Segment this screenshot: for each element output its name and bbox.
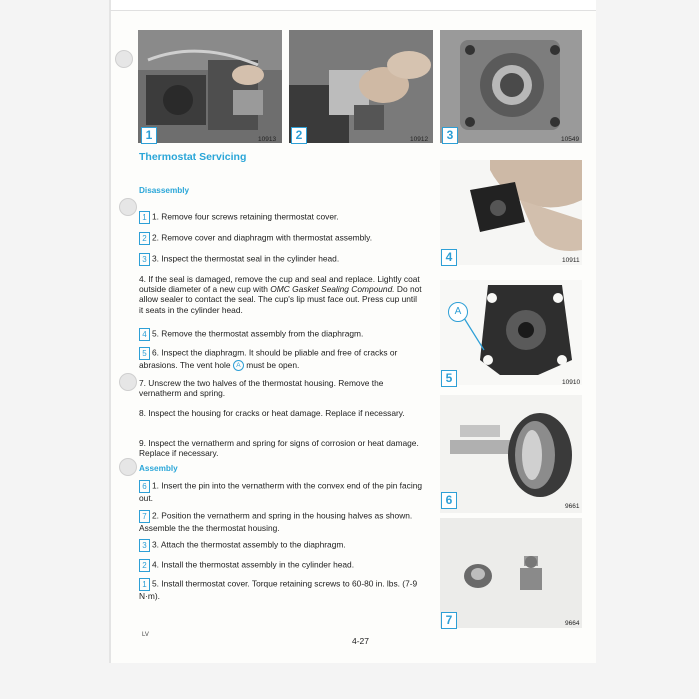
step-figure-ref: 7	[139, 510, 150, 523]
assembly-step-2: 7 2. Position the vernatherm and spring in the housing halves as shown. Assemble the the thermostat housing.	[139, 510, 413, 533]
assembly-step-3: 3 3. Attach the thermostat assembly to the diaphragm.	[139, 539, 423, 552]
figure-1-photo	[138, 30, 282, 143]
disassembly-step-8: 8. Inspect the housing for cracks or heat damage. Replace if necessary.	[139, 408, 405, 418]
figure-3-code: 10549	[561, 136, 580, 143]
disassembly-step-6: 5 6. Inspect the diaphragm. It should be pliable and free of cracks or abrasions. The vent hole A must be open.	[139, 347, 398, 370]
figure-2-photo	[289, 30, 433, 143]
footer-model-code: LV	[142, 632, 149, 638]
assembly-heading: Assembly	[139, 464, 178, 473]
figure-4-photo	[440, 160, 582, 265]
figure-4-code: 10911	[562, 257, 580, 264]
step-figure-ref: 1	[139, 578, 150, 591]
disassembly-step-1: 1 1. Remove four screws retaining thermostat cover.	[139, 211, 423, 224]
binder-hole-icon	[119, 458, 137, 476]
figure-3-photo	[440, 30, 582, 143]
scan-margin-left	[0, 0, 110, 699]
assembly-step-5: 1 5. Install thermostat cover. Torque retaining screws to 60-80 in. lbs. (7-9 N·m).	[139, 578, 418, 601]
step-figure-ref: 3	[139, 253, 150, 266]
figure-4-badge: 4	[441, 249, 457, 266]
page-number: 4-27	[352, 636, 370, 646]
step-figure-ref: 1	[139, 211, 150, 224]
disassembly-step-4: 4. If the seal is damaged, remove the cup and seal and replace. Lightly coat outside diameter of a new cup with OMC Gasket Sealing Compound. Do not allow sealer to contact the seal. The cup's lip must face out. Press cup until it seats in the cylinder head.	[139, 274, 422, 315]
vent-hole-callout: A	[233, 360, 244, 371]
figure-1-code: 10913	[258, 136, 277, 143]
figure-7-photo	[440, 518, 582, 628]
assembly-step-1: 6 1. Insert the pin into the vernatherm with the convex end of the pin facing out.	[139, 480, 423, 503]
figure-7-badge: 7	[441, 612, 457, 629]
binder-hole-icon	[119, 373, 137, 391]
disassembly-step-2: 2 2. Remove cover and diaphragm with thermostat assembly.	[139, 232, 423, 245]
disassembly-step-9: 9. Inspect the vernatherm and spring for signs of corrosion or heat damage. Replace if necessary.	[139, 438, 419, 459]
step-figure-ref: 4	[139, 328, 150, 341]
figure-6-badge: 6	[441, 492, 457, 509]
figure-6-photo	[440, 395, 582, 513]
page-title: Thermostat Servicing	[139, 151, 247, 163]
binder-hole-icon	[115, 50, 133, 68]
step-figure-ref: 6	[139, 480, 150, 493]
figure-3-badge: 3	[442, 127, 458, 144]
figure-5-callout: A	[448, 302, 468, 322]
disassembly-step-3: 3 3. Inspect the thermostat seal in the cylinder head.	[139, 253, 423, 266]
step-figure-ref: 2	[139, 559, 150, 572]
figure-2-badge: 2	[291, 127, 307, 144]
figure-7-code: 9664	[565, 620, 580, 627]
disassembly-step-7: 7. Unscrew the two halves of the thermostat housing. Remove the vernatherm and spring.	[139, 378, 384, 399]
disassembly-heading: Disassembly	[139, 186, 190, 195]
figure-5-badge: 5	[441, 370, 457, 387]
assembly-step-4: 2 4. Install the thermostat assembly in the cylinder head.	[139, 559, 423, 572]
scan-margin-right	[596, 0, 699, 699]
figure-2-code: 10912	[410, 136, 429, 143]
figure-5-photo	[440, 280, 582, 385]
scan-margin-bottom	[110, 663, 596, 699]
figure-1-badge: 1	[141, 127, 157, 144]
step-figure-ref: 5	[139, 347, 150, 360]
figure-6-code: 9661	[565, 503, 580, 510]
disassembly-step-5: 4 5. Remove the thermostat assembly from the diaphragm.	[139, 328, 423, 341]
step-figure-ref: 2	[139, 232, 150, 245]
binder-hole-icon	[119, 198, 137, 216]
figure-5-code: 10910	[562, 379, 581, 386]
step-figure-ref: 3	[139, 539, 150, 552]
